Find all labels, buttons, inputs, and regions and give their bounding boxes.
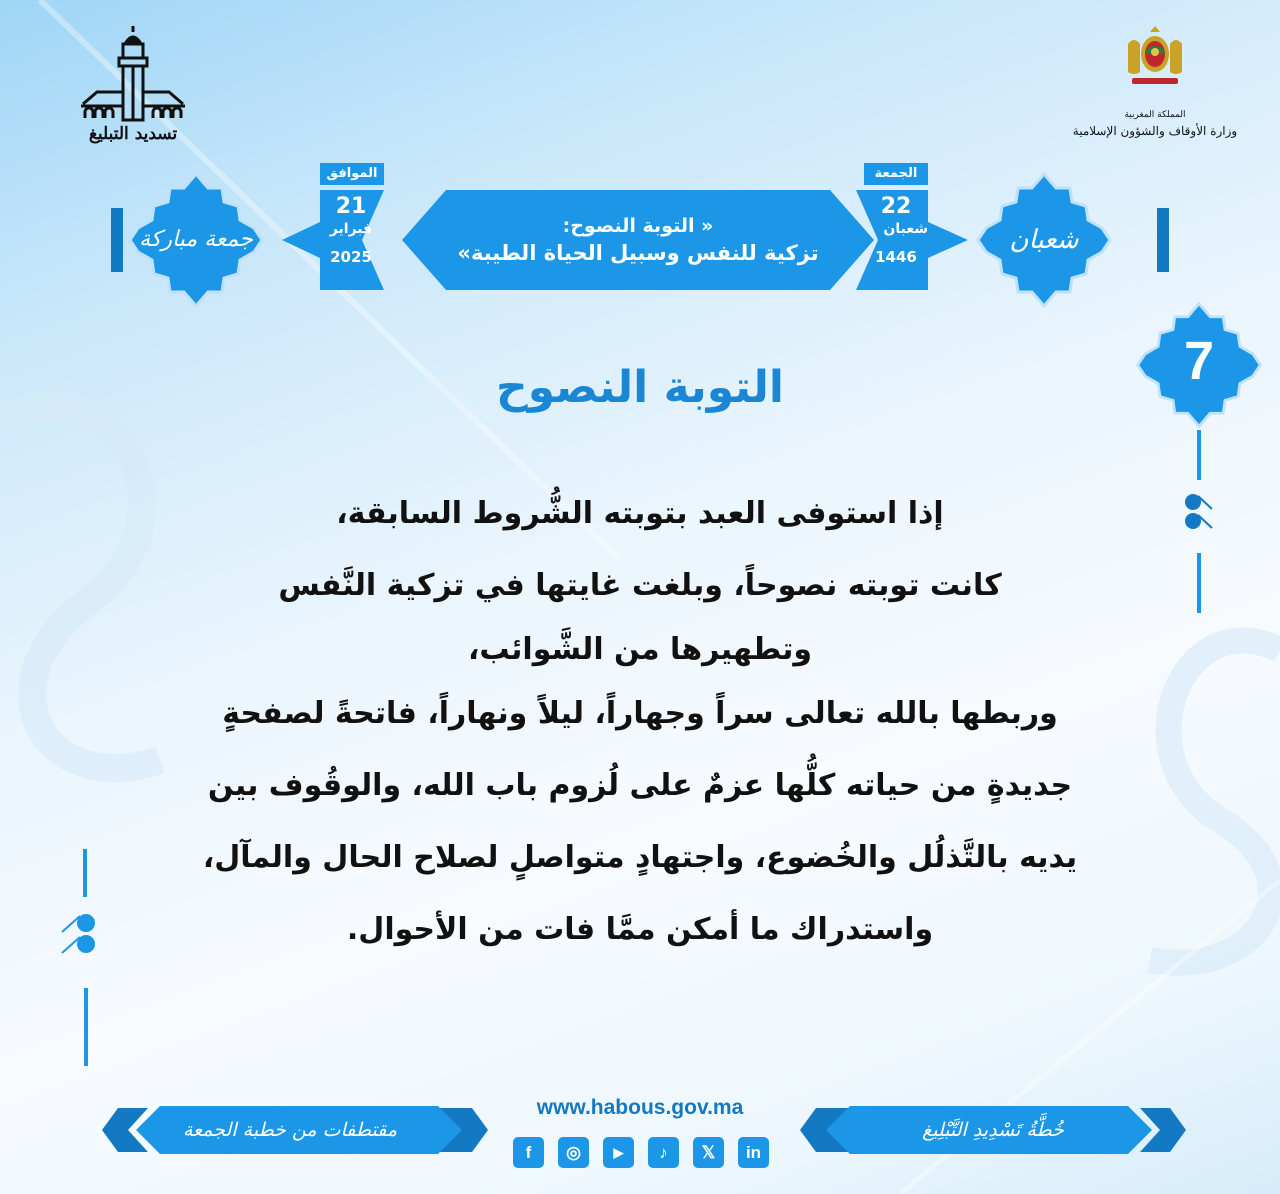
divider-line bbox=[84, 988, 88, 1066]
sermon-title-line2: تزكية للنفس وسبيل الحياة الطيبة» bbox=[457, 241, 819, 265]
x-icon[interactable]: 𝕏 bbox=[693, 1137, 724, 1168]
band-end-right bbox=[1157, 208, 1169, 272]
quote-close-icon bbox=[58, 912, 98, 956]
moroccan-coat-of-arms-icon bbox=[1122, 24, 1188, 88]
body-line: يديه بالتَّذلُل والخُضوع، واجتهادٍ متواصلٍ لصلاح الحال والمآل، bbox=[202, 840, 1078, 875]
friday-emblem-text: جمعة مباركة bbox=[139, 227, 253, 252]
excerpts-ribbon-text: مقتطفات من خطبة الجمعة bbox=[182, 1119, 398, 1141]
body-text bbox=[140, 478, 1140, 966]
friday-emblem bbox=[126, 170, 266, 310]
social-links bbox=[513, 1137, 769, 1168]
gregorian-month: فبراير bbox=[329, 221, 373, 237]
body-line: وربطها بالله تعالى سراً وجهاراً، ليلاً ونهاراً، فاتحةً لصفحةٍ bbox=[222, 696, 1058, 731]
band-end-left bbox=[111, 208, 123, 272]
divider-line bbox=[1197, 430, 1201, 480]
month-emblem-text: شعبان bbox=[1009, 225, 1079, 255]
card-number: 7 bbox=[1183, 331, 1215, 391]
ministry-label: وزارة الأوقاف والشؤون الإسلامية bbox=[1072, 124, 1238, 138]
website-link[interactable]: www.habous.gov.ma bbox=[536, 1096, 744, 1119]
gregorian-label: الموافق bbox=[320, 163, 384, 185]
quote-open-icon bbox=[1182, 493, 1218, 533]
sermon-title-banner bbox=[402, 190, 874, 290]
youtube-icon[interactable]: ▶ bbox=[603, 1137, 634, 1168]
linkedin-icon[interactable]: in bbox=[738, 1137, 769, 1168]
body-line: جديدةٍ من حياته كلُّها عزمٌ على لُزوم باب الله، والوقُوف بين bbox=[207, 768, 1073, 803]
tasdid-tabligh-logo bbox=[68, 22, 198, 150]
tiktok-icon[interactable]: ♪ bbox=[648, 1137, 679, 1168]
logo-caption: تسديد التبليغ bbox=[88, 124, 178, 144]
body-line: وتطهيرها من الشَّوائب، bbox=[468, 632, 812, 667]
excerpts-ribbon bbox=[102, 1100, 488, 1160]
body-line: كانت توبته نصوحاً، وبلغت غايتها في تزكية النَّفس bbox=[278, 568, 1002, 603]
ministry-logo bbox=[1050, 24, 1260, 144]
main-title: التوبة النصوح bbox=[496, 362, 784, 413]
instagram-icon[interactable]: ◎ bbox=[558, 1137, 589, 1168]
hijri-year: 1446 bbox=[875, 248, 917, 266]
sermon-title-line1: « التوبة النصوح: bbox=[562, 215, 714, 237]
month-emblem bbox=[974, 170, 1114, 310]
hijri-label: الجمعة bbox=[864, 163, 928, 185]
tasdid-plan-ribbon bbox=[800, 1100, 1186, 1160]
hijri-month: شعبان bbox=[883, 221, 928, 237]
mosque-minaret-icon bbox=[73, 22, 193, 122]
body-line: واستدراك ما أمكن ممَّا فات من الأحوال. bbox=[346, 912, 934, 947]
kingdom-label: المملكة المغربية bbox=[1124, 110, 1186, 120]
gregorian-day: 21 bbox=[335, 194, 367, 219]
hijri-date bbox=[864, 194, 928, 268]
hijri-day: 22 bbox=[880, 194, 912, 219]
gregorian-date bbox=[318, 194, 384, 268]
gregorian-year: 2025 bbox=[330, 248, 372, 266]
divider-line bbox=[1197, 553, 1201, 613]
divider-line bbox=[83, 849, 87, 897]
body-line: إذا استوفى العبد بتوبته الشُّروط السابقة، bbox=[336, 496, 944, 531]
tasdid-plan-ribbon-text: خُطَّةُ تَسْدِيدِ التَّبْلِيغ bbox=[922, 1119, 1064, 1141]
facebook-icon[interactable]: f bbox=[513, 1137, 544, 1168]
